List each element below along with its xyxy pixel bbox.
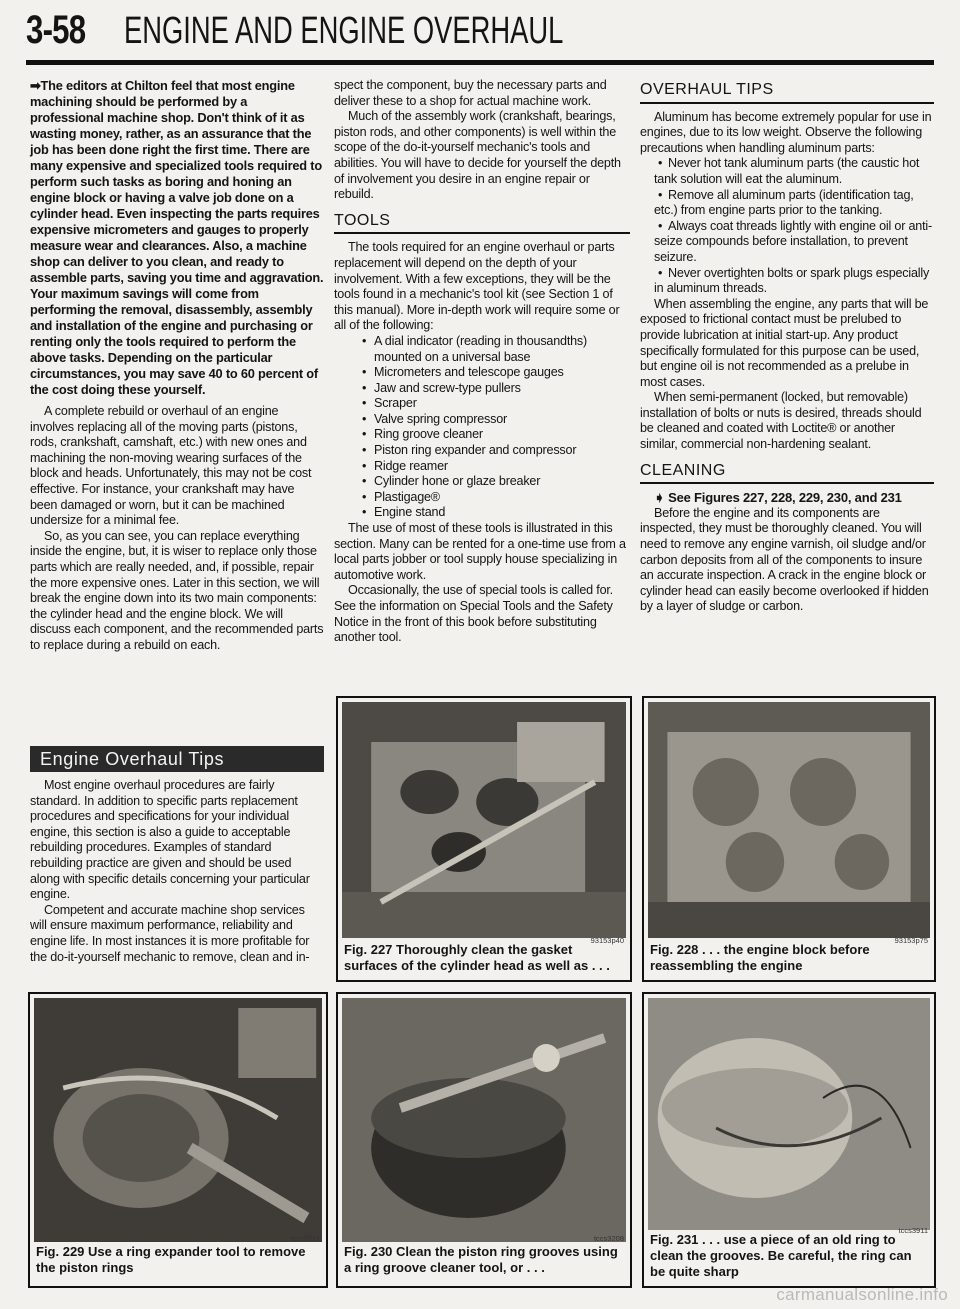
section-heading-tools: TOOLS <box>334 213 630 235</box>
list-item: • Jaw and screw-type pullers <box>374 381 630 397</box>
tools-list <box>334 334 630 521</box>
site-watermark: carmanualsonline.info <box>776 1285 948 1304</box>
tips-list <box>640 156 934 296</box>
paragraph: So, as you can see, you can replace everything inside the engine, but, it is wiser to replace only those parts which are really needed, and, if possible, repair the more expensive ones. Later in this section, we will break the engine down into its two main components: the cylinder head and the engine block. We will discuss each component, and the recommended parts to replace during a rebuild on each. <box>30 528 324 652</box>
figure-229 <box>28 992 328 1288</box>
figure-228 <box>642 696 936 982</box>
paragraph: Before the engine and its components are inspected, they must be thoroughly cleaned. You will need to remove any engine varnish, oil sludge and/or carbon deposits from all of the components to insure an accurate inspection. A crack in the engine block or cylinder head can easily become overlooked if hidden by a layer of sludge or carbon. <box>640 505 929 614</box>
photo-ring-expander <box>34 998 322 1242</box>
page-header <box>26 8 946 56</box>
column-right <box>640 78 934 615</box>
list-item: • Ring groove cleaner <box>374 427 630 443</box>
photo-old-ring <box>648 998 930 1230</box>
figure-caption: Fig. 230 Clean the piston ring grooves using a ring groove cleaner tool, or . . . <box>344 1244 618 1275</box>
page-number: 3-58 <box>26 8 86 52</box>
list-item: • Engine stand <box>374 505 630 521</box>
list-item: • Remove all aluminum parts (identification tag, etc.) from engine parts prior to the tanking. <box>654 188 934 219</box>
figure-code: 93153p75 <box>894 936 928 945</box>
list-item: • Cylinder hone or glaze breaker <box>374 474 630 490</box>
figure-caption: Fig. 228 . . . the engine block before reassembling the engine <box>650 942 870 973</box>
figure-reference: ➧ See Figures 227, 228, 229, 230, and 231 <box>654 490 902 506</box>
list-item: • Never hot tank aluminum parts (the caustic hot tank solution will eat the aluminum. <box>654 156 934 187</box>
list-item: • Always coat threads lightly with engine oil or anti-seize compounds before installation, to prevent seizure. <box>654 219 934 266</box>
paragraph: Most engine overhaul procedures are fairly standard. In addition to specific parts replacement procedures and specifications for your individual engine, this section is also a guide to acceptable rebuilding procedures. Examples of standard rebuilding practice are given and should be used along with specific details concerning your particular engine. <box>30 778 310 902</box>
list-item: • Scraper <box>374 396 630 412</box>
list-item: • Plastigage® <box>374 490 630 506</box>
paragraph: Aluminum has become extremely popular for use in engines, due to its low weight. Observe the following precautions when handling aluminum parts: <box>640 109 932 155</box>
chapter-title: ENGINE AND ENGINE OVERHAUL <box>124 10 564 52</box>
paragraph: When semi-permanent (locked, but removable) installation of bolts or nuts is desired, threads should be cleaned and coated with Loctite® or another similar, commercial non-hardening sealant. <box>640 390 922 452</box>
figure-230 <box>336 992 632 1288</box>
column-left-lower <box>30 778 324 965</box>
paragraph: spect the component, buy the necessary parts and deliver these to a shop for actual machine work. <box>334 78 607 108</box>
section-banner <box>30 746 324 772</box>
list-item: • Valve spring compressor <box>374 412 630 428</box>
paragraph: Competent and accurate machine shop services will ensure maximum performance, reliability and engine life. In most instances it is more profitable for the do-it-yourself mechanic to remove, clean and in- <box>30 902 310 964</box>
list-item: • Never overtighten bolts or spark plugs especially in aluminum threads. <box>654 266 934 297</box>
figure-caption: Fig. 231 . . . use a piece of an old ring to clean the grooves. Be careful, the ring can be quite sharp <box>650 1232 912 1279</box>
list-item: • Ridge reamer <box>374 459 630 475</box>
figure-code: tccs3208 <box>593 1234 624 1243</box>
figure-227 <box>336 696 632 982</box>
banner-title: Engine Overhaul Tips <box>40 749 225 769</box>
figure-code: tccs3211 <box>290 1234 320 1243</box>
paragraph: The tools required for an engine overhaul or parts replacement will depend on the depth of your involvement. With a few exceptions, they will be the tools found in a mechanic's tool kit (see Section 1 of this manual). More in-depth work will require some or all of the following: <box>334 240 620 333</box>
header-rule <box>26 60 934 65</box>
photo-engine-block <box>648 702 930 938</box>
column-middle <box>334 78 630 646</box>
editor-note: ➡The editors at Chilton feel that most engine machining should be performed by a professional machine shop. Don't think of it as wasting money, rather, as an assurance that the job has been done right the first time. There are many expensive and specialized tools required to perform such tasks as boring and honing an engine block or having a valve job done on a cylinder head. Even inspecting the parts requires expensive micrometers and gauges to properly measure wear and clearances. Also, a machine shop can deliver to you clean, and ready to assemble parts, saving you time and aggravation. Your maximum savings will come from performing the removal, disassembly, assembly and installation of the engine and purchasing or renting only the tools required to perform the above tasks. Depending on the particular circumstances, you may save 40 to 60 percent of the cost doing these yourself. <box>30 78 324 397</box>
paragraph: The use of most of these tools is illustrated in this section. Many can be rented for a one-time use from a local parts jobber or tool supply house specializing in automotive work. <box>334 521 626 582</box>
figure-code: tccs3911 <box>898 1226 928 1235</box>
photo-cylinder-head <box>342 702 626 938</box>
list-item: • Micrometers and telescope gauges <box>374 365 630 381</box>
figure-231 <box>642 992 936 1288</box>
section-heading-cleaning: CLEANING <box>640 463 934 485</box>
paragraph: When assembling the engine, any parts that will be exposed to frictional contact must be prelubed to provide lubrication at initial start-up. Any product specifically formulated for this purpose can be used, but engine oil is not recommended as a prelube in most cases. <box>640 296 929 389</box>
photo-ring-groove-cleaner <box>342 998 626 1242</box>
paragraph: A complete rebuild or overhaul of an engine involves replacing all of the moving parts (pistons, rods, crankshaft, camshaft, etc.) with new ones and machining the non-moving wearing surfaces of the block and heads. Unfortunately, this may not be cost effective. For instance, your crankshaft may have been damaged or worn, but it can be machined undersize for a minimal fee. <box>30 404 312 528</box>
figure-caption: Fig. 227 Thoroughly clean the gasket surfaces of the cylinder head as well as . . . <box>344 942 610 973</box>
list-item: • A dial indicator (reading in thousandths) mounted on a universal base <box>374 334 630 365</box>
figure-code: 93153p40 <box>590 936 624 945</box>
paragraph: Much of the assembly work (crankshaft, bearings, piston rods, and other components) is well within the scope of the do-it-yourself mechanic's tools and abilities. You will have to decide for yourself the depth of involvement you desire in an engine repair or rebuild. <box>334 109 621 202</box>
column-left <box>30 78 324 654</box>
list-item: • Piston ring expander and compressor <box>374 443 630 459</box>
figure-caption: Fig. 229 Use a ring expander tool to remove the piston rings <box>36 1244 306 1275</box>
paragraph: Occasionally, the use of special tools is called for. See the information on Special Tools and the Safety Notice in the front of this book before substituting another tool. <box>334 583 613 645</box>
section-heading-overhaul-tips: OVERHAUL TIPS <box>640 82 934 104</box>
